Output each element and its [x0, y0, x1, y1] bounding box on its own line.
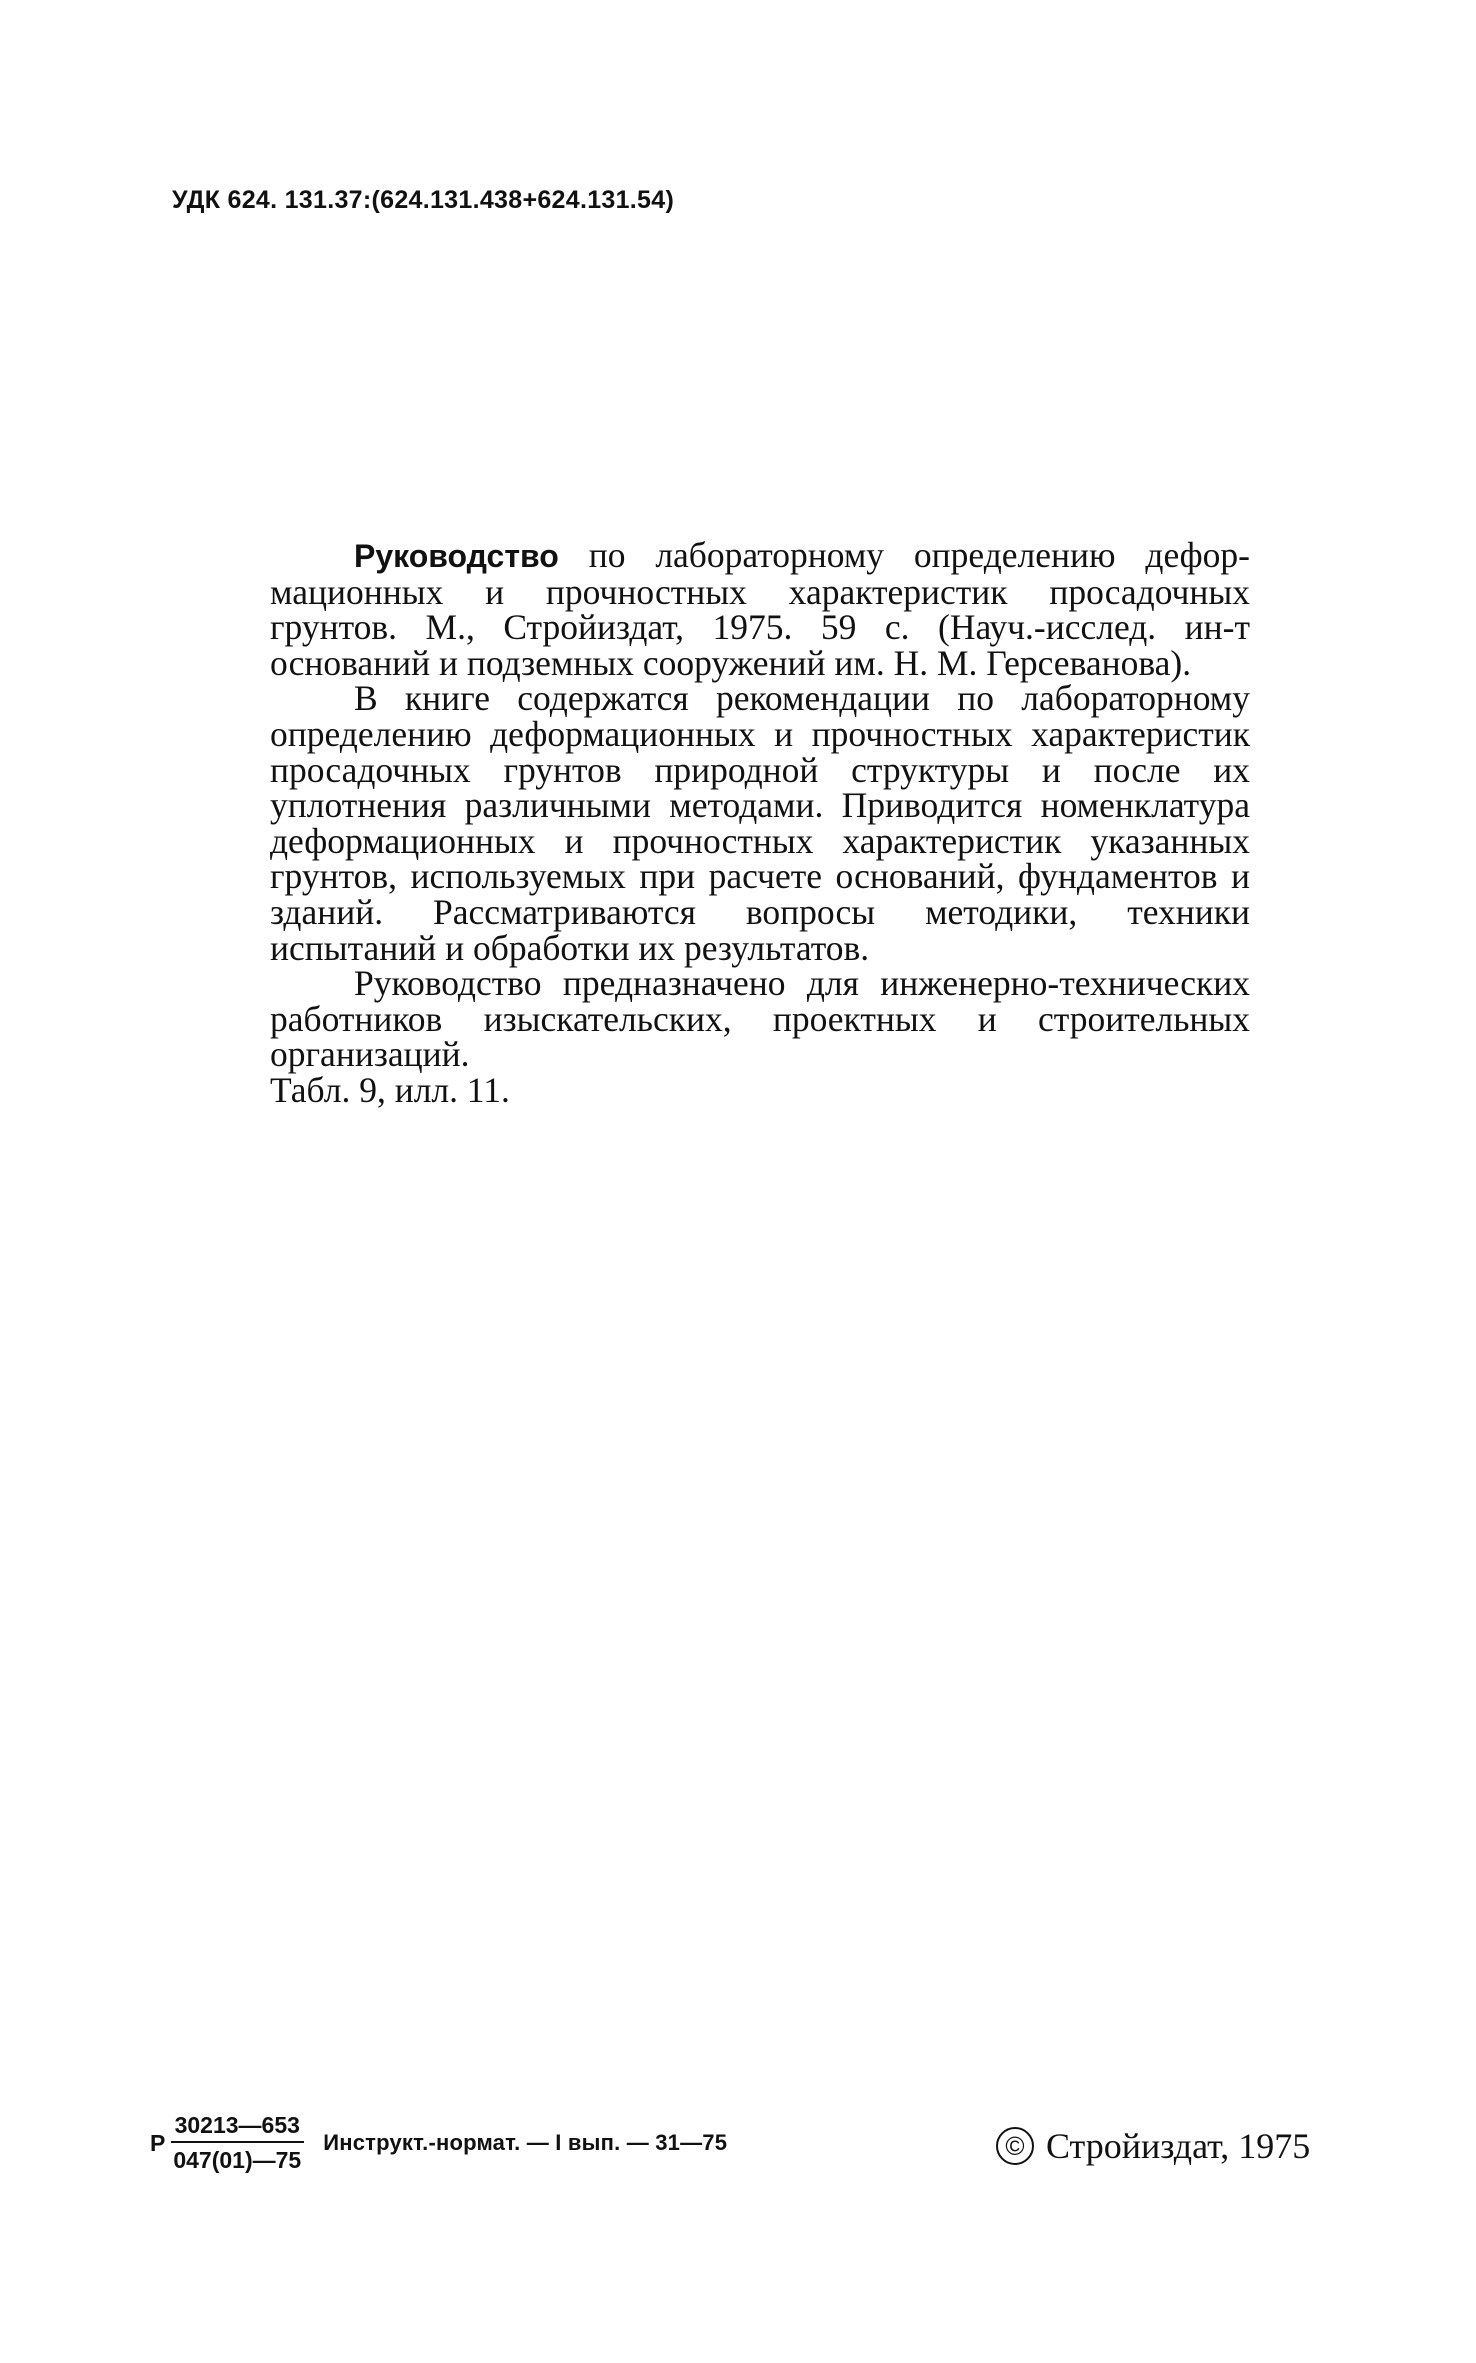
- tables-illustrations-count: Табл. 9, илл. 11.: [270, 1069, 510, 1110]
- abstract-block: [270, 535, 1250, 1110]
- bibliographic-description: [270, 535, 1250, 683]
- bibliographic-details: по лабораторному определению деформационных и прочностных характеристик просадочных грунтов. М., Стройиздат, 1975. 59 с. (Науч.-исслед. ин-т оснований и подземных сооружений им. Н. М. Герсеванова).: [270, 535, 1250, 683]
- udc-classification: УДК 624. 131.37:(624.131.438+624.131.54): [172, 186, 675, 214]
- code-prefix: Р: [150, 2129, 166, 2156]
- edition-info: Инструкт.-нормат. — I вып. — 31—75: [323, 2130, 728, 2155]
- abstract-paragraph-contents: В книге содержатся рекомендации по лабораторному определению деформационных и прочностных характеристик просадочных грунтов природной структуры и после их уплотнения различными методами. Приводится номенклатура деформационных и прочностных характеристик указанных грунтов, используемых при расчете оснований, фундаментов и зданий. Рассматриваются вопросы методики, техники испытаний и обработки их результатов.: [270, 678, 1250, 968]
- code-numerator: 30213—653: [171, 2112, 304, 2143]
- copyright-notice: [996, 2125, 1310, 2167]
- copyright-icon: ©: [996, 2127, 1034, 2165]
- book-title: Руководство: [354, 538, 559, 574]
- copyright-text: Стройиздат, 1975: [1046, 2126, 1311, 2166]
- code-denominator: 047(01)—75: [173, 2147, 302, 2173]
- publication-code: [150, 2112, 727, 2174]
- abstract-paragraph-audience: Руководство предназначено для инженерно-технических работников изыскательских, проектных и строительных организаций.: [270, 963, 1250, 1075]
- code-fraction: [169, 2112, 305, 2174]
